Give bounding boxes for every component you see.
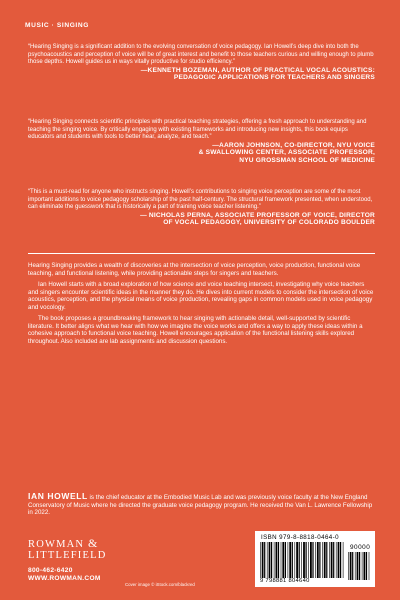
barcode-bar bbox=[340, 542, 341, 578]
barcode-bar bbox=[355, 552, 356, 580]
barcode-bar bbox=[303, 542, 305, 578]
barcode-bar bbox=[269, 542, 271, 578]
barcode-bar bbox=[364, 552, 366, 580]
endorsement-quote-1 bbox=[28, 44, 375, 82]
barcode-bar bbox=[301, 542, 302, 578]
endorsement-quote-2 bbox=[28, 119, 375, 165]
barcode-bar bbox=[264, 542, 265, 578]
author-bio-text: is the chief educator at the Embodied Music Lab and was previously voice faculty at the New England Conservatory of Music where he directed the graduate voice pedagogy program. He received the Van L. Lawrence Fellowship in 2022. bbox=[28, 494, 373, 517]
barcode-bar bbox=[295, 542, 296, 578]
barcode-bar bbox=[262, 542, 264, 578]
barcode-bar bbox=[308, 542, 309, 578]
price-barcode-bars bbox=[347, 552, 371, 580]
barcode-bar bbox=[348, 552, 349, 580]
author-name: IAN HOWELL bbox=[28, 491, 88, 501]
quote-text: “Hearing Singing is a significant addition to the evolving conversation of voice pedagogy. Ian Howell’s deep dive into both the psychoacoustics and perception of voice will be of great interest and benefit to those teachers curious and willing enough to plumb those depths. Howell guides us in ways vitally productive for studio efficiency.” bbox=[28, 44, 374, 66]
barcode-bar bbox=[271, 542, 272, 578]
barcode-bar bbox=[315, 542, 316, 578]
barcode-bar bbox=[285, 542, 286, 578]
barcode-bar bbox=[306, 542, 307, 578]
barcode-bar bbox=[322, 542, 323, 578]
barcode-bar bbox=[326, 542, 327, 578]
barcode-bar bbox=[278, 542, 279, 578]
barcode-bar bbox=[369, 552, 370, 580]
barcode-bar bbox=[366, 552, 367, 580]
barcode-bar bbox=[289, 542, 291, 578]
quote-text: “Hearing Singing connects scientific principles with practical teaching strategies, offering a fresh approach to understanding and teaching the singing voice. By critically engaging with existing frameworks and introducing new insights, this book equips educators and students with tools to better hear, analyze, and teach.” bbox=[28, 119, 367, 141]
barcode-bar bbox=[292, 542, 293, 578]
barcode-bar bbox=[331, 542, 333, 578]
barcode-bar bbox=[319, 542, 320, 578]
barcode-bar bbox=[357, 552, 359, 580]
barcode-bar bbox=[299, 542, 300, 578]
barcode-bar bbox=[267, 542, 268, 578]
publisher-ampersand: & bbox=[88, 536, 99, 550]
quote-text: “This is a must-read for anyone who instructs singing. Howell’s contributions to singing voice perception are some of the most important additions to voice pedagogy scholarship of the past half-century. The structural framework presented, when understood, can eliminate the guesswork that is historically a part of training voice teacher listening.” bbox=[28, 189, 373, 211]
barcode-bar bbox=[282, 542, 284, 578]
isbn-text: ISBN 979-8-8818-0464-0 bbox=[261, 534, 339, 541]
quote-attribution: —AARON JOHNSON, CO-DIRECTOR, NYU VOICE & SWALLOWING CENTER, ASSOCIATE PROFESSOR, NYU GROSSMAN SCHOOL OF MEDICINE bbox=[198, 141, 375, 164]
barcode-bar bbox=[260, 542, 261, 578]
publisher-website: WWW.ROWMAN.COM bbox=[28, 575, 101, 583]
description-paragraph: The book proposes a groundbreaking framework to hear singing with actionable detail, well-supported by scientific literature. It better aligns what we hear with how we imagine the voice works and offers a way to apply these ideas within a cohesive approach to functional voice teaching. Howell encourages application of the functional listening skills explored throughout. Also included are lab assignments and discussion questions. bbox=[28, 315, 363, 345]
barcode-bar bbox=[310, 542, 312, 578]
barcode-bar bbox=[288, 542, 289, 578]
barcode-bar bbox=[336, 542, 337, 578]
barcode-bar bbox=[276, 542, 278, 578]
description-paragraph: Hearing Singing provides a wealth of discoveries at the intersection of voice perception, voice production, functional voice teaching, and functional listening, while providing actionable steps for singers and teachers. bbox=[28, 262, 361, 277]
book-description bbox=[28, 262, 375, 349]
barcode-bar bbox=[362, 552, 363, 580]
category-label: MUSIC · SINGING bbox=[25, 22, 89, 29]
cover-image-credit: Cover image © iStock.com/blackred bbox=[125, 582, 195, 587]
barcode-bar bbox=[343, 542, 344, 578]
publisher-contact bbox=[28, 567, 101, 583]
section-divider bbox=[28, 253, 375, 254]
barcode-bar bbox=[274, 542, 275, 578]
quote-attribution: —KENNETH BOZEMAN, AUTHOR OF PRACTICAL VOCAL ACOUSTICS: PEDAGOGIC APPLICATIONS FOR TEACHERS AND SINGERS bbox=[140, 66, 375, 82]
barcode-bar bbox=[296, 542, 298, 578]
barcode-bar bbox=[350, 552, 352, 580]
barcode-bar bbox=[329, 542, 330, 578]
barcode-bar bbox=[359, 552, 360, 580]
publisher-name-line2: LITTLEFIELD bbox=[28, 550, 107, 561]
barcode-bars bbox=[259, 542, 345, 578]
barcode-bar bbox=[281, 542, 282, 578]
isbn-barcode bbox=[255, 531, 375, 587]
publisher-name-line1: ROWMAN bbox=[28, 539, 85, 550]
barcode-bar bbox=[352, 552, 353, 580]
barcode-bar bbox=[312, 542, 313, 578]
price-code: 90000 bbox=[350, 544, 371, 551]
publisher-phone: 800-462-6420 bbox=[28, 567, 73, 574]
publisher-logo bbox=[28, 538, 107, 561]
quote-attribution: — NICHOLAS PERNA, ASSOCIATE PROFESSOR OF VOICE, DIRECTOR OF VOCAL PEDAGOGY, UNIVERSITY OF COLORADO BOULDER bbox=[140, 211, 375, 227]
barcode-digits: 9 798881 804640 bbox=[260, 578, 310, 584]
barcode-bar bbox=[333, 542, 334, 578]
barcode-bar bbox=[324, 542, 326, 578]
description-paragraph: Ian Howell starts with a broad exploration of how science and voice teaching intersect, investigating why voice teachers and singers encounter scientific ideas in the manner they do. He dives into current models to consider the intersection of voice acoustics, perception, and the physical means of voice production, revealing gaps in common models used in voice pedagogy and vocology. bbox=[28, 281, 374, 311]
barcode-bar bbox=[338, 542, 340, 578]
barcode-bar bbox=[317, 542, 319, 578]
author-bio bbox=[28, 493, 375, 517]
endorsement-quote-3 bbox=[28, 189, 375, 227]
